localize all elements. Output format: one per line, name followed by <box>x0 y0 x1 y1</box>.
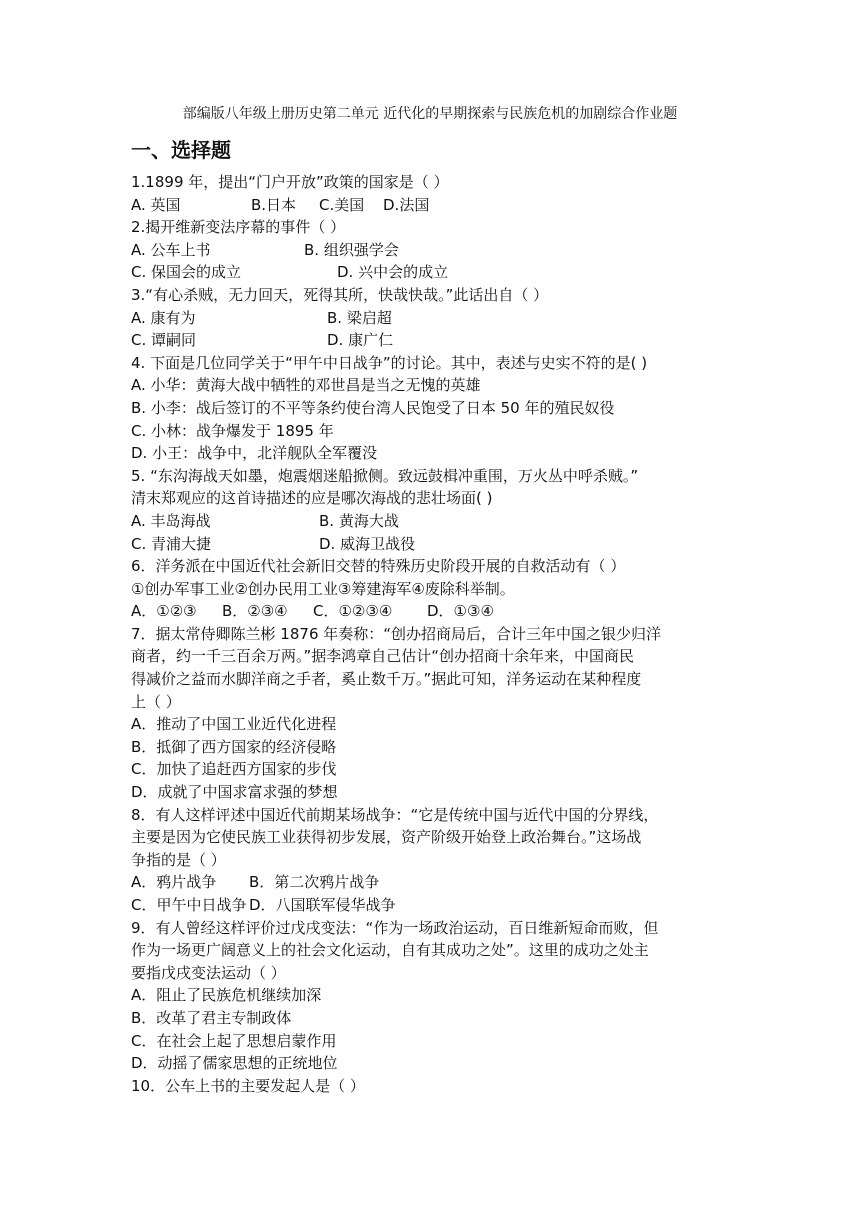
question-6-option-a: A．①②③ <box>131 602 197 621</box>
question-7-stem-line-3: 得减价之益而水脚洋商之手者，奚止数千万。”据此可知，洋务运动在某种程度 <box>131 670 642 689</box>
question-8-options-row1 <box>131 871 731 894</box>
question-9-option-d: D．动摇了儒家思想的正统地位 <box>131 1054 338 1073</box>
question-5-stem-line-1: 5. “东沟海战天如墨，炮震烟迷船掀侧。致远鼓楫冲重围，万火丛中呼杀贼。” <box>131 466 639 485</box>
question-5-option-b: B. 黄海大战 <box>319 511 399 530</box>
question-4-stem: 4. 下面是几位同学关于“甲午中日战争”的讨论。其中，表述与史实不符的是( ) <box>131 353 648 372</box>
question-3-options-row1 <box>131 307 731 330</box>
question-4-option-b: B. 小李：战后签订的不平等条约使台湾人民饱受了日本 50 年的殖民奴役 <box>131 398 615 417</box>
question-5-options-row1 <box>131 510 731 533</box>
question-7-option-c: C．加快了追赶西方国家的步伐 <box>131 760 337 779</box>
question-10-stem: 10．公车上书的主要发起人是（ ） <box>131 1076 365 1095</box>
question-1-option-c: C.美国 <box>319 195 365 214</box>
question-2-stem: 2.揭开维新变法序幕的事件（ ） <box>131 218 346 237</box>
question-8-options-row2 <box>131 894 731 917</box>
question-5-options-row2 <box>131 533 731 556</box>
question-3-options-row2 <box>131 329 731 352</box>
question-9-option-a: A．阻止了民族危机继续加深 <box>131 986 322 1005</box>
document-title: 部编版八年级上册历史第二单元 近代化的早期探索与民族危机的加剧综合作业题 <box>182 106 678 122</box>
section-heading: 一、选择题 <box>131 138 231 162</box>
question-3-option-d: D. 康广仁 <box>327 331 394 350</box>
question-4-option-c: C. 小林：战争爆发于 1895 年 <box>131 421 334 440</box>
question-list <box>131 171 731 1097</box>
question-8-stem-line-3: 争指的是（ ） <box>131 850 226 869</box>
question-2-option-a: A. 公车上书 <box>131 240 211 259</box>
question-5-option-d: D. 威海卫战役 <box>319 534 416 553</box>
question-3-option-a: A. 康有为 <box>131 308 196 327</box>
question-1-stem: 1.1899 年，提出“门户开放”政策的国家是（ ） <box>131 173 449 191</box>
question-7-stem-line-2: 商者，约一千三百余万两。”据李鸿章自己估计“创办招商十余年来，中国商民 <box>131 647 635 666</box>
question-6-option-c: C．①②③④ <box>313 602 393 621</box>
question-7-option-d: D．成就了中国求富求强的梦想 <box>131 783 338 802</box>
question-8-option-c: C．甲午中日战争 <box>131 896 247 914</box>
question-9-option-c: C．在社会上起了思想启蒙作用 <box>131 1031 337 1050</box>
question-4-option-d: D. 小王：战争中，北洋舰队全军覆没 <box>131 444 378 463</box>
question-3-stem: 3.“有心杀贼，无力回天，死得其所，快哉快哉。”此话出自（ ） <box>131 285 549 304</box>
question-6-stem-line-2: ①创办军事工业②创办民用工业③筹建海军④废除科举制。 <box>131 579 515 598</box>
question-1-option-b: B.日本 <box>251 195 297 214</box>
question-1-option-a: A. 英国 <box>131 195 181 214</box>
question-1-options <box>131 194 731 217</box>
question-8-stem-line-1: 8．有人这样评述中国近代前期某场战争：“它是传统中国与近代中国的分界线， <box>131 805 659 824</box>
question-4-option-a: A. 小华：黄海大战中牺牲的邓世昌是当之无愧的英雄 <box>131 376 481 395</box>
question-6-option-b: B．②③④ <box>222 602 288 621</box>
question-8-option-d: D．八国联军侵华战争 <box>249 896 396 914</box>
question-2-options-row2 <box>131 261 731 284</box>
question-8-option-a: A．鸦片战争 <box>131 873 217 892</box>
question-2-option-c: C. 保国会的成立 <box>131 263 242 282</box>
question-2-options-row1 <box>131 239 731 262</box>
question-3-option-c: C. 谭嗣同 <box>131 331 197 350</box>
question-3-option-b: B. 梁启超 <box>327 308 392 327</box>
question-6-option-d: D．①③④ <box>427 602 494 621</box>
question-6-options <box>131 600 731 623</box>
question-8-option-b: B．第二次鸦片战争 <box>249 873 380 892</box>
question-9-stem-line-3: 要指戊戌变法运动（ ） <box>131 963 286 982</box>
question-5-option-a: A. 丰岛海战 <box>131 511 211 530</box>
question-7-option-a: A．推动了中国工业近代化进程 <box>131 715 337 734</box>
question-2-option-d: D. 兴中会的成立 <box>337 263 449 282</box>
question-1-option-d: D.法国 <box>383 195 430 214</box>
question-9-option-b: B．改革了君主专制政体 <box>131 1008 292 1027</box>
question-6-stem-line-1: 6．洋务派在中国近代社会新旧交替的特殊历史阶段开展的自救活动有（ ） <box>131 557 626 576</box>
question-8-stem-line-2: 主要是因为它使民族工业获得初步发展，资产阶级开始登上政治舞台。”这场战 <box>131 828 642 847</box>
question-7-stem-line-4: 上（ ） <box>131 692 181 711</box>
question-5-stem-line-2: 清末郑观应的这首诗描述的应是哪次海战的悲壮场面( ) <box>131 489 493 508</box>
question-7-option-b: B．抵御了西方国家的经济侵略 <box>131 737 337 756</box>
question-2-option-b: B. 组织强学会 <box>304 240 399 259</box>
question-9-stem-line-2: 作为一场更广阔意义上的社会文化运动，自有其成功之处”。这里的成功之处主 <box>131 941 649 960</box>
question-9-stem-line-1: 9．有人曾经这样评价过戊戌变法：“作为一场政治运动，百日维新短命而败，但 <box>131 918 659 937</box>
question-5-option-c: C. 青浦大捷 <box>131 534 212 553</box>
question-7-stem-line-1: 7．据太常侍卿陈兰彬 1876 年奏称：“创办招商局后，合计三年中国之银少归洋 <box>131 624 662 643</box>
